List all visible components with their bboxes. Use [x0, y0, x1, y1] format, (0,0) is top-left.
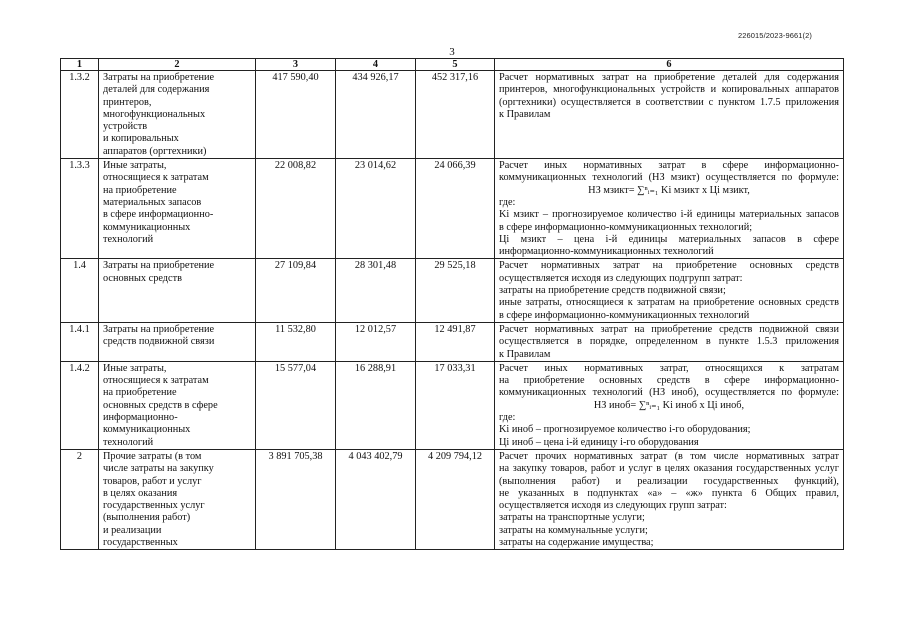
description-line: к Правилам — [499, 348, 551, 360]
amount-year-3: 452 317,16 — [416, 71, 495, 159]
expense-name-line: на приобретение — [103, 387, 177, 399]
column-header-3: 3 — [256, 59, 336, 71]
description-line: Расчет прочих нормативных затрат (в том числе нормативных затрат — [499, 450, 839, 462]
description-line: (выполнения работ) и реализации государственных функций), — [499, 475, 839, 487]
description-line: Расчет нормативных затрат на приобретение средств подвижной связи — [499, 323, 839, 335]
column-header-6: 6 — [495, 59, 844, 71]
description-line: Расчет иных нормативных затрат в сфере информационно- — [499, 160, 839, 172]
description-line: Расчет иных нормативных затрат, относящихся к затратам — [499, 362, 839, 374]
expense-table — [60, 58, 844, 550]
column-header-2: 2 — [99, 59, 256, 71]
amount-year-1: 22 008,82 — [256, 159, 336, 259]
description-line: на закупку товаров, работ и услуг в целях оказания государственных услуг — [499, 463, 839, 475]
expense-name-line: основных средств — [103, 272, 182, 284]
amount-year-2: 4 043 402,79 — [336, 449, 416, 549]
description-line: не указанных в подпунктах «а» – «ж» пункта 6 Общих правил, — [499, 487, 839, 499]
expense-name — [99, 361, 256, 449]
column-header-4: 4 — [336, 59, 416, 71]
table-header-row — [61, 59, 844, 71]
expense-name-line: основных средств в сфере — [103, 399, 218, 411]
amount-year-1: 27 109,84 — [256, 259, 336, 322]
expense-name-line: в целях оказания — [103, 487, 178, 499]
table-row — [61, 322, 844, 361]
expense-name-line: устройств — [103, 121, 148, 133]
expense-name-line: относящиеся к затратам — [103, 375, 209, 387]
description-line: в сфере информационно-коммуникационных технологий — [499, 309, 750, 321]
calculation-description — [495, 259, 844, 322]
expense-name — [99, 322, 256, 361]
description-line: Цi иноб – цена i-й единицу i-го оборудования — [499, 436, 699, 448]
document-number: 226015/2023-9661(2) — [737, 31, 812, 40]
expense-name-line: информационно- — [103, 412, 178, 424]
description-line: Ki мзикт – прогнозируемое количество i-й единицы материальных запасов — [499, 209, 839, 221]
row-number: 1.3.2 — [61, 71, 99, 159]
row-number: 1.4.2 — [61, 361, 99, 449]
amount-year-2: 23 014,62 — [336, 159, 416, 259]
row-number: 1.4.1 — [61, 322, 99, 361]
expense-name-line: государственных услуг — [103, 500, 205, 512]
table-row — [61, 71, 844, 159]
description-line: осуществляется исходя из следующих подгрупп затрат: — [499, 272, 743, 284]
description-line: коммуникационных технологий (НЗ мзикт) осуществляется по формуле: — [499, 172, 839, 184]
description-line: Цi мзикт – цена i-й единицы материальных запасов в сфере — [499, 233, 839, 245]
expense-name-line: (выполнения работ) — [103, 512, 191, 524]
expense-name-line: и реализации — [103, 524, 162, 536]
expense-name — [99, 159, 256, 259]
expense-name-line: относящиеся к затратам — [103, 172, 209, 184]
description-line: к Правилам — [499, 108, 551, 120]
formula-line: НЗ мзикт= ∑ⁿᵢ₌₁ Ki мзикт x Цi мзикт, — [588, 184, 750, 196]
expense-name-line: Затраты на приобретение — [103, 72, 215, 83]
column-header-1: 1 — [61, 59, 99, 71]
amount-year-2: 16 288,91 — [336, 361, 416, 449]
expense-name — [99, 71, 256, 159]
amount-year-3: 24 066,39 — [416, 159, 495, 259]
expense-name-line: технологий — [103, 233, 154, 245]
expense-name-line: Прочие затраты (в том — [103, 450, 202, 462]
description-line: (оргтехники) осуществляется в соответствии с пунктом 1.7.5 приложения — [499, 96, 839, 108]
expense-name-line: средств подвижной связи — [103, 336, 215, 348]
expense-name-line: товаров, работ и услуг — [103, 475, 202, 487]
expense-name-line: Затраты на приобретение — [103, 260, 215, 272]
amount-year-1: 417 590,40 — [256, 71, 336, 159]
amount-year-2: 12 012,57 — [336, 322, 416, 361]
description-line: затраты на транспортные услуги; — [499, 512, 645, 524]
expense-name-line: технологий — [103, 436, 154, 448]
expense-name-line: на приобретение — [103, 184, 177, 196]
description-line: принтеров, многофункциональных устройств и копировальных аппаратов — [499, 84, 839, 96]
expense-name-line: и копировальных — [103, 133, 179, 145]
table-row — [61, 361, 844, 449]
expense-name-line: Иные затраты, — [103, 160, 167, 172]
description-line: затраты на приобретение средств подвижной связи; — [499, 285, 726, 297]
description-line: где: — [499, 196, 516, 208]
description-line: коммуникационных технологий (НЗ иноб), осуществляется по формуле: — [499, 387, 839, 399]
calculation-description — [495, 159, 844, 259]
table-row — [61, 259, 844, 322]
calculation-description — [495, 71, 844, 159]
description-line: Ki иноб – прогнозируемое количество i-го оборудования; — [499, 424, 751, 436]
expense-name-line: Иные затраты, — [103, 362, 167, 374]
amount-year-3: 12 491,87 — [416, 322, 495, 361]
amount-year-2: 434 926,17 — [336, 71, 416, 159]
description-line: затраты на коммунальные услуги; — [499, 524, 648, 536]
column-header-5: 5 — [416, 59, 495, 71]
expense-name-line: Затраты на приобретение — [103, 323, 215, 335]
expense-name-line: коммуникационных — [103, 221, 191, 233]
expense-name-line: материальных запасов — [103, 196, 202, 208]
expense-name-line: многофункциональных — [103, 108, 206, 120]
description-line: затраты на содержание имущества; — [499, 536, 654, 548]
table-body — [61, 71, 844, 550]
description-line: осуществляется исходя из следующих групп затрат: — [499, 500, 727, 512]
row-number: 1.3.3 — [61, 159, 99, 259]
amount-year-3: 4 209 794,12 — [416, 449, 495, 549]
calculation-description — [495, 322, 844, 361]
description-line: Расчет нормативных затрат на приобретение основных средств — [499, 260, 839, 272]
expense-name-line: коммуникационных — [103, 424, 191, 436]
expense-name-line: принтеров, — [103, 96, 152, 108]
row-number: 2 — [61, 449, 99, 549]
description-line: на приобретение основных средств в сфере информационно- — [499, 375, 839, 387]
expense-name-line: числе затраты на закупку — [103, 463, 214, 475]
description-line: иные затраты, относящиеся к затратам на приобретение основных средств — [499, 297, 839, 309]
amount-year-1: 15 577,04 — [256, 361, 336, 449]
table-row — [61, 159, 844, 259]
expense-name — [99, 259, 256, 322]
page-number: 3 — [449, 46, 455, 58]
description-line: Расчет нормативных затрат на приобретение деталей для содержания — [499, 72, 839, 83]
description-line: информационно-коммуникационных технологий — [499, 246, 714, 258]
amount-year-1: 11 532,80 — [256, 322, 336, 361]
row-number: 1.4 — [61, 259, 99, 322]
expense-name-line: государственных — [103, 536, 178, 548]
expense-name-line: аппаратов (оргтехники) — [103, 145, 207, 157]
calculation-description — [495, 361, 844, 449]
table-row — [61, 449, 844, 549]
description-line: в сфере информационно-коммуникационных технологий; — [499, 221, 753, 233]
formula-line: НЗ иноб= ∑ⁿᵢ₌₁ Ki иноб x Цi иноб, — [593, 399, 745, 411]
amount-year-3: 29 525,18 — [416, 259, 495, 322]
expense-name-line: в сфере информационно- — [103, 209, 214, 221]
description-line: где: — [499, 412, 516, 424]
amount-year-1: 3 891 705,38 — [256, 449, 336, 549]
amount-year-2: 28 301,48 — [336, 259, 416, 322]
amount-year-3: 17 033,31 — [416, 361, 495, 449]
description-line: осуществляется в порядке, определенном в пункте 1.5.3 приложения — [499, 336, 839, 348]
calculation-description — [495, 449, 844, 549]
expense-name-line: деталей для содержания — [103, 84, 210, 96]
expense-name — [99, 449, 256, 549]
